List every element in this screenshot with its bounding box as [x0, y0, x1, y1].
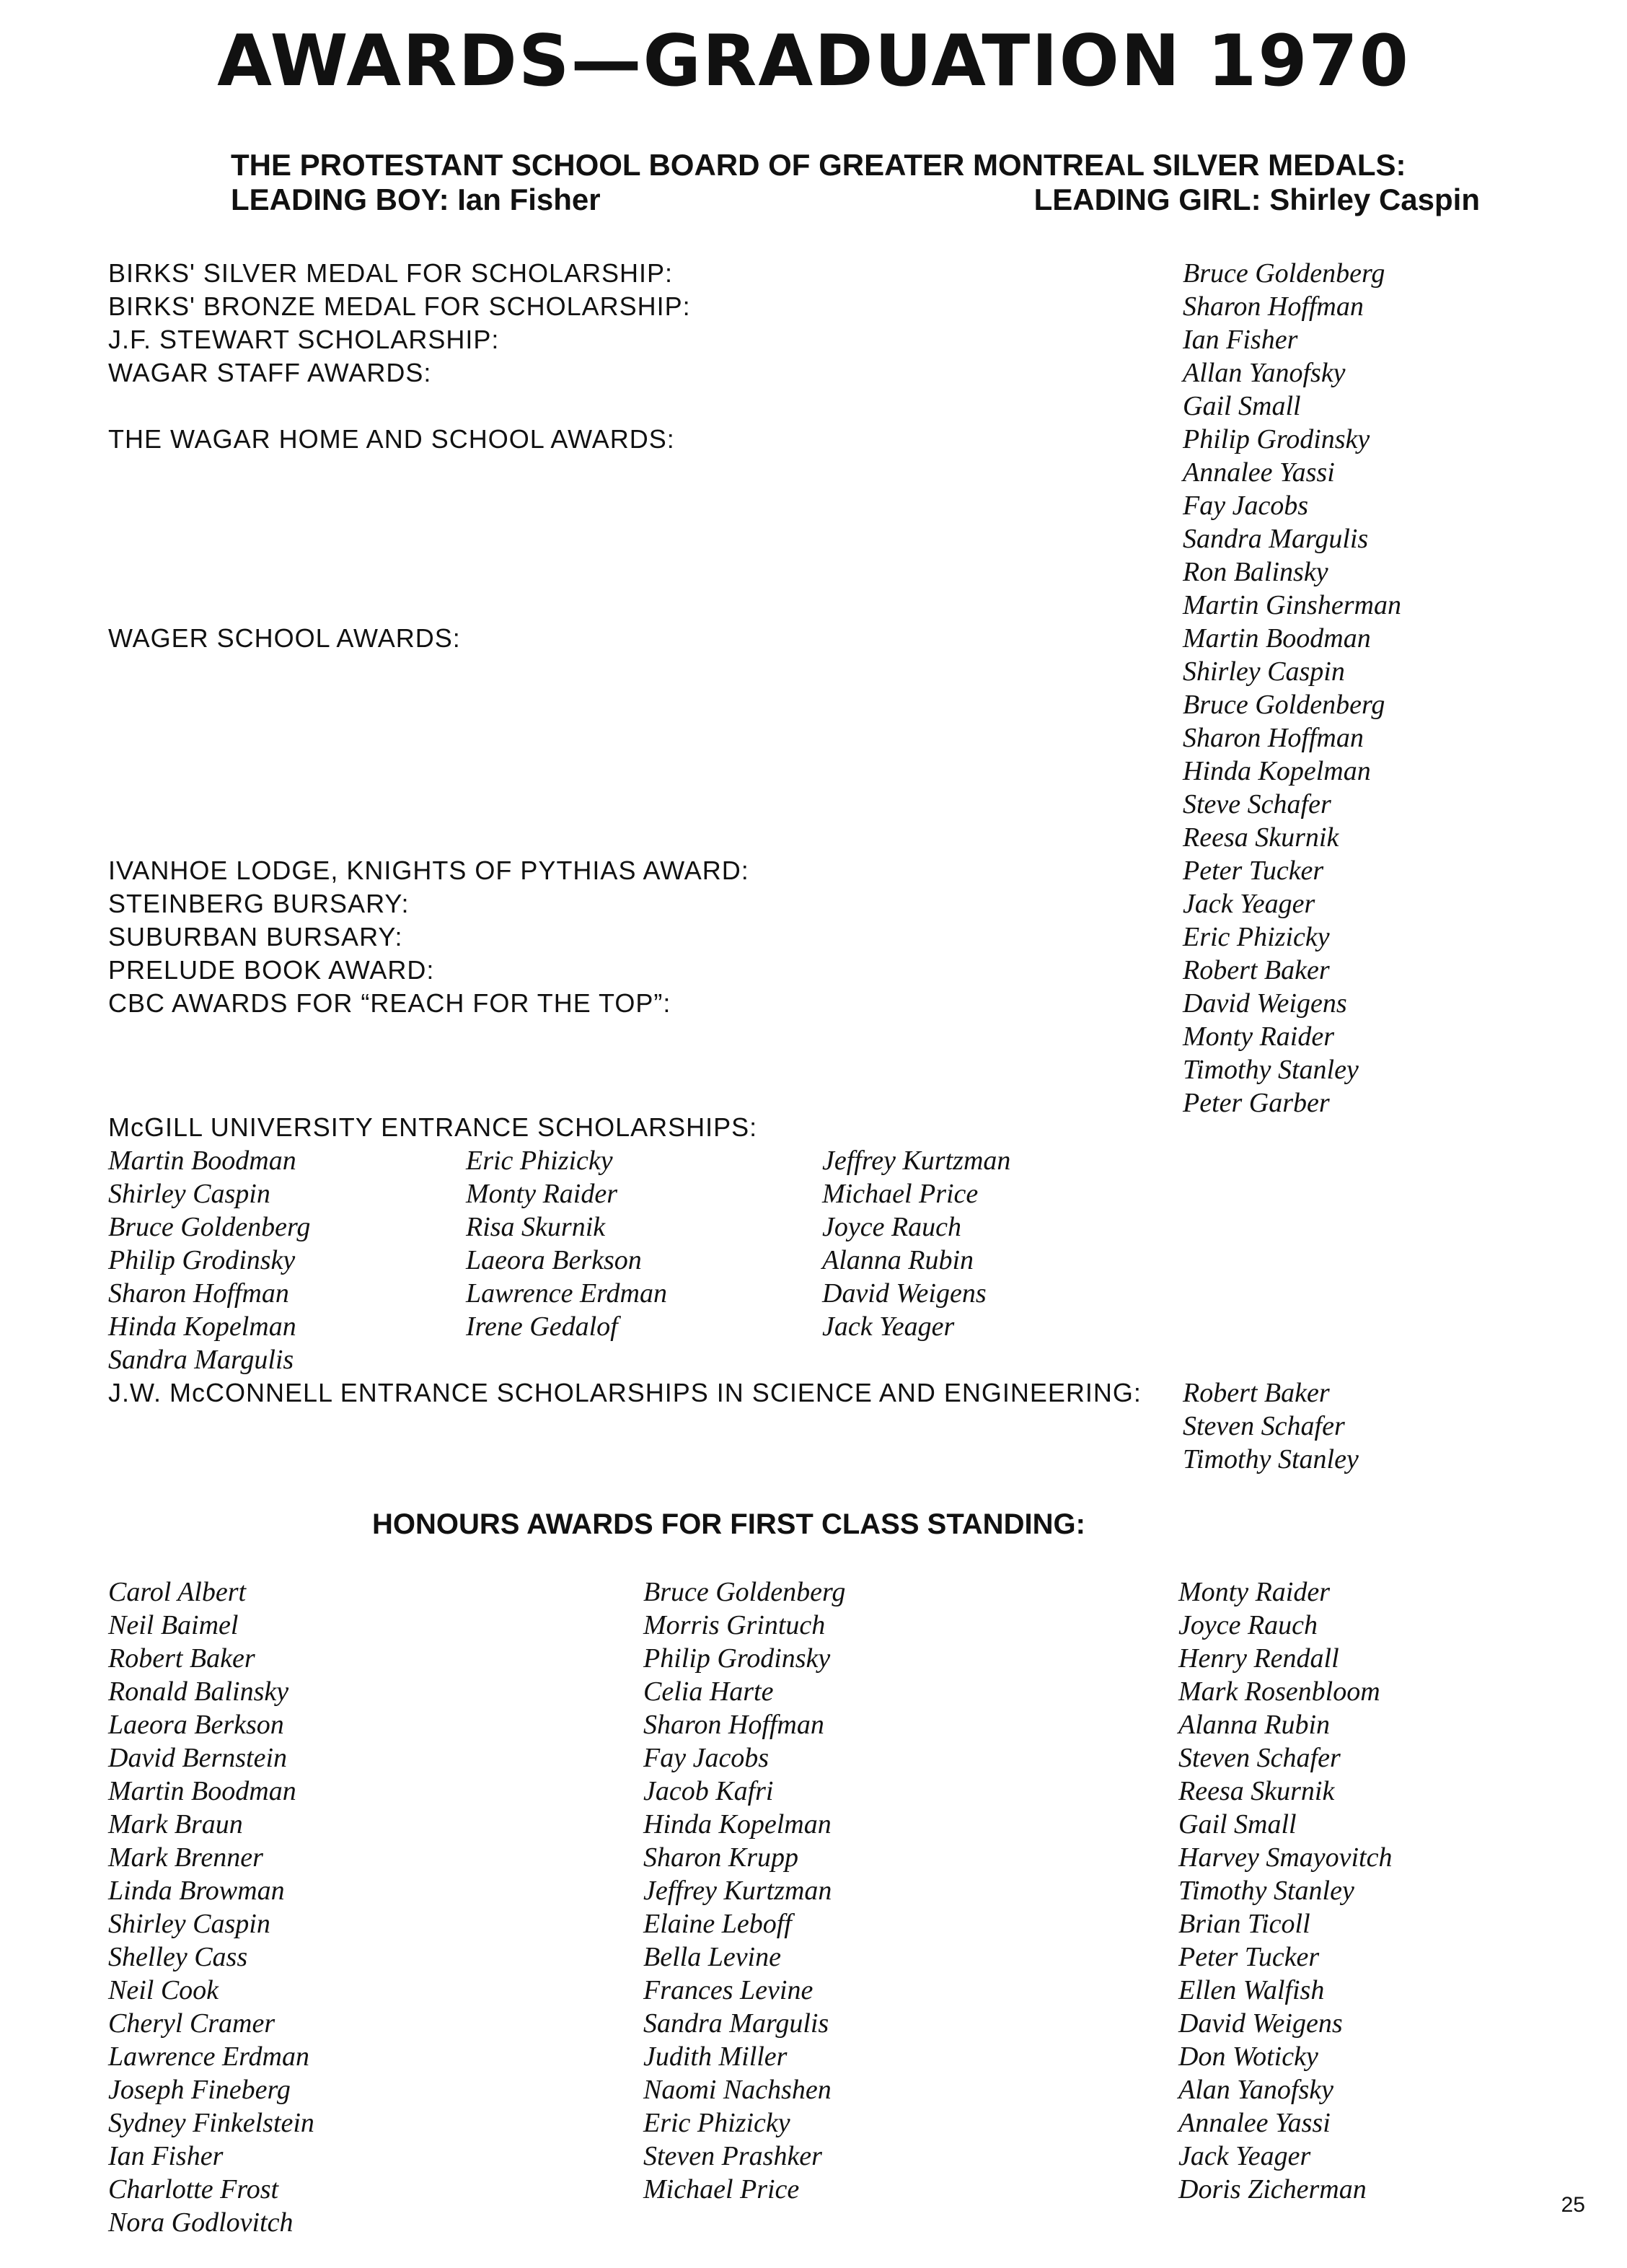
list-item: Nora Godlovitch — [108, 2207, 294, 2238]
list-item: David Weigens — [822, 1278, 987, 1309]
page-number: 25 — [1561, 2193, 1585, 2217]
list-item: Joyce Rauch — [1178, 1610, 1318, 1640]
list-item: Bruce Goldenberg — [108, 1212, 311, 1242]
list-item: Laeora Berkson — [108, 1710, 284, 1740]
list-item: Brian Ticoll — [1178, 1909, 1310, 1939]
list-item: Alanna Rubin — [1178, 1710, 1331, 1740]
list-item: David Weigens — [1183, 988, 1347, 1019]
list-item: Annalee Yassi — [1183, 457, 1335, 488]
list-item: Martin Boodman — [108, 1776, 296, 1806]
list-item: Bruce Goldenberg — [1183, 690, 1385, 720]
birks-bronze-label: BIRKS' BRONZE MEDAL FOR SCHOLARSHIP: — [108, 291, 691, 321]
list-item: Jeffrey Kurtzman — [643, 1876, 832, 1906]
list-item: Morris Grintuch — [643, 1610, 826, 1640]
list-item: Sandra Margulis — [108, 1345, 294, 1375]
list-item: Michael Price — [643, 2174, 800, 2205]
list-item: Michael Price — [822, 1179, 979, 1209]
leading-girl: LEADING GIRL: Shirley Caspin — [1033, 183, 1480, 216]
list-item: Eric Phizicky — [643, 2108, 790, 2138]
list-item: Sharon Hoffman — [1183, 723, 1364, 753]
list-item: Jeffrey Kurtzman — [822, 1146, 1011, 1176]
list-item: Sharon Hoffman — [1183, 291, 1364, 322]
prelude-label: PRELUDE BOOK AWARD: — [108, 955, 435, 985]
list-item: Peter Garber — [1183, 1088, 1330, 1118]
list-item: Ellen Walfish — [1178, 1975, 1325, 2005]
home-school-label: THE WAGAR HOME AND SCHOOL AWARDS: — [108, 424, 675, 454]
list-item: Linda Browman — [108, 1876, 285, 1906]
wagar-staff-label: WAGAR STAFF AWARDS: — [108, 358, 432, 387]
list-item: Harvey Smayovitch — [1178, 1842, 1393, 1873]
list-item: Shirley Caspin — [108, 1179, 270, 1209]
mcgill-column-2 — [466, 1144, 667, 1343]
list-item: Bruce Goldenberg — [643, 1577, 846, 1607]
ivanhoe-label: IVANHOE LODGE, KNIGHTS OF PYTHIAS AWARD: — [108, 856, 749, 885]
list-item: Ronald Balinsky — [108, 1676, 289, 1707]
mcgill-heading: McGILL UNIVERSITY ENTRANCE SCHOLARSHIPS: — [108, 1112, 758, 1142]
list-item: Robert Baker — [1183, 955, 1330, 985]
list-item: Ron Balinsky — [1183, 557, 1328, 587]
list-item: Steve Schafer — [1183, 789, 1331, 819]
list-item: Cheryl Cramer — [108, 2008, 275, 2039]
stewart-label: J.F. STEWART SCHOLARSHIP: — [108, 325, 500, 354]
list-item: Frances Levine — [643, 1975, 814, 2005]
honours-column-1 — [108, 1575, 314, 2239]
wager-school-label: WAGER SCHOOL AWARDS: — [108, 623, 461, 653]
list-item: Celia Harte — [643, 1676, 774, 1707]
list-item: David Weigens — [1178, 2008, 1343, 2039]
list-item: Robert Baker — [1183, 1378, 1330, 1408]
list-item: Eric Phizicky — [1183, 922, 1330, 952]
list-item: Hinda Kopelman — [1183, 756, 1371, 786]
list-item: Monty Raider — [1178, 1577, 1331, 1607]
list-item: Bruce Goldenberg — [1183, 258, 1385, 289]
list-item: Alanna Rubin — [822, 1245, 974, 1275]
birks-silver-label: BIRKS' SILVER MEDAL FOR SCHOLARSHIP: — [108, 258, 674, 288]
list-item: Jack Yeager — [1183, 889, 1315, 919]
list-item: Joyce Rauch — [822, 1212, 962, 1242]
list-item: Reesa Skurnik — [1183, 822, 1339, 853]
mcgill-column-1 — [108, 1144, 310, 1376]
list-item: Carol Albert — [108, 1577, 247, 1607]
list-item: Steven Schafer — [1183, 1411, 1345, 1441]
list-item: Bella Levine — [643, 1942, 781, 1972]
list-item: Hinda Kopelman — [108, 1311, 296, 1342]
list-item: Neil Cook — [108, 1975, 219, 2005]
list-item: Neil Baimel — [108, 1610, 239, 1640]
list-item: Jacob Kafri — [643, 1776, 774, 1806]
list-item: Philip Grodinsky — [108, 1245, 296, 1275]
list-item: Philip Grodinsky — [643, 1643, 831, 1674]
cbc-label: CBC AWARDS FOR “REACH FOR THE TOP”: — [108, 988, 671, 1018]
list-item: Lawrence Erdman — [108, 2041, 309, 2072]
list-item: Martin Boodman — [1183, 623, 1371, 654]
list-item: Irene Gedalof — [466, 1311, 618, 1342]
silver-medals-heading: THE PROTESTANT SCHOOL BOARD OF GREATER MONTREAL SILVER MEDALS: — [231, 148, 1406, 182]
list-item: Gail Small — [1183, 391, 1301, 421]
steinberg-label: STEINBERG BURSARY: — [108, 889, 410, 918]
list-item: Jack Yeager — [822, 1311, 955, 1342]
list-item: David Bernstein — [108, 1743, 288, 1773]
list-item: Sandra Margulis — [1183, 524, 1369, 554]
list-item: Sharon Hoffman — [108, 1278, 289, 1309]
list-item: Mark Brenner — [108, 1842, 263, 1873]
list-item: Sydney Finkelstein — [108, 2108, 314, 2138]
list-item: Judith Miller — [643, 2041, 788, 2072]
list-item: Shirley Caspin — [1183, 656, 1345, 687]
list-item: Joseph Fineberg — [108, 2075, 291, 2105]
list-item: Don Woticky — [1178, 2041, 1318, 2072]
page-title: AWARDS—GRADUATION 1970 — [217, 20, 1410, 102]
list-item: Gail Small — [1178, 1809, 1297, 1840]
list-item: Risa Skurnik — [466, 1212, 606, 1242]
list-item: Henry Rendall — [1178, 1643, 1339, 1674]
list-item: Allan Yanofsky — [1183, 358, 1346, 388]
list-item: Philip Grodinsky — [1183, 424, 1370, 454]
mcconnell-recipients — [1183, 1376, 1359, 1476]
mcgill-column-3 — [822, 1144, 1010, 1343]
list-item: Elaine Leboff — [643, 1909, 792, 1939]
list-item: Reesa Skurnik — [1178, 1776, 1335, 1806]
list-item: Martin Ginsherman — [1183, 590, 1401, 620]
list-item: Annalee Yassi — [1178, 2108, 1331, 2138]
honours-heading: HONOURS AWARDS FOR FIRST CLASS STANDING: — [372, 1508, 1085, 1540]
list-item: Naomi Nachshen — [643, 2075, 832, 2105]
list-item: Hinda Kopelman — [643, 1809, 832, 1840]
leading-boy: LEADING BOY: Ian Fisher — [231, 183, 601, 216]
list-item: Doris Zicherman — [1178, 2174, 1367, 2205]
list-item: Laeora Berkson — [466, 1245, 642, 1275]
list-item: Shelley Cass — [108, 1942, 248, 1972]
list-item: Fay Jacobs — [643, 1743, 770, 1773]
list-item: Ian Fisher — [1183, 325, 1298, 355]
list-item: Steven Schafer — [1178, 1743, 1341, 1773]
list-item: Timothy Stanley — [1183, 1055, 1359, 1085]
mcconnell-heading: J.W. McCONNELL ENTRANCE SCHOLARSHIPS IN SCIENCE AND ENGINEERING: — [108, 1378, 1142, 1407]
list-item: Peter Tucker — [1178, 1942, 1320, 1972]
list-item: Mark Rosenbloom — [1178, 1676, 1380, 1707]
list-item: Shirley Caspin — [108, 1909, 270, 1939]
list-item: Charlotte Frost — [108, 2174, 279, 2205]
list-item: Alan Yanofsky — [1178, 2075, 1333, 2105]
list-item: Monty Raider — [466, 1179, 618, 1209]
list-item: Jack Yeager — [1178, 2141, 1311, 2171]
list-item: Martin Boodman — [108, 1146, 296, 1176]
list-item: Robert Baker — [108, 1643, 255, 1674]
list-item: Ian Fisher — [108, 2141, 224, 2171]
list-item: Monty Raider — [1183, 1021, 1335, 1052]
list-item: Steven Prashker — [643, 2141, 822, 2171]
honours-column-3 — [1178, 1575, 1393, 2206]
list-item: Sharon Krupp — [643, 1842, 799, 1873]
list-item: Timothy Stanley — [1183, 1444, 1359, 1474]
honours-column-2 — [643, 1575, 845, 2206]
list-item: Sharon Hoffman — [643, 1710, 824, 1740]
suburban-label: SUBURBAN BURSARY: — [108, 922, 403, 951]
list-item: Fay Jacobs — [1183, 491, 1309, 521]
award-recipients-list — [1183, 257, 1401, 1120]
list-item: Mark Braun — [108, 1809, 243, 1840]
list-item: Lawrence Erdman — [466, 1278, 667, 1309]
list-item: Eric Phizicky — [466, 1146, 613, 1176]
list-item: Peter Tucker — [1183, 856, 1324, 886]
list-item: Timothy Stanley — [1178, 1876, 1354, 1906]
list-item: Sandra Margulis — [643, 2008, 829, 2039]
